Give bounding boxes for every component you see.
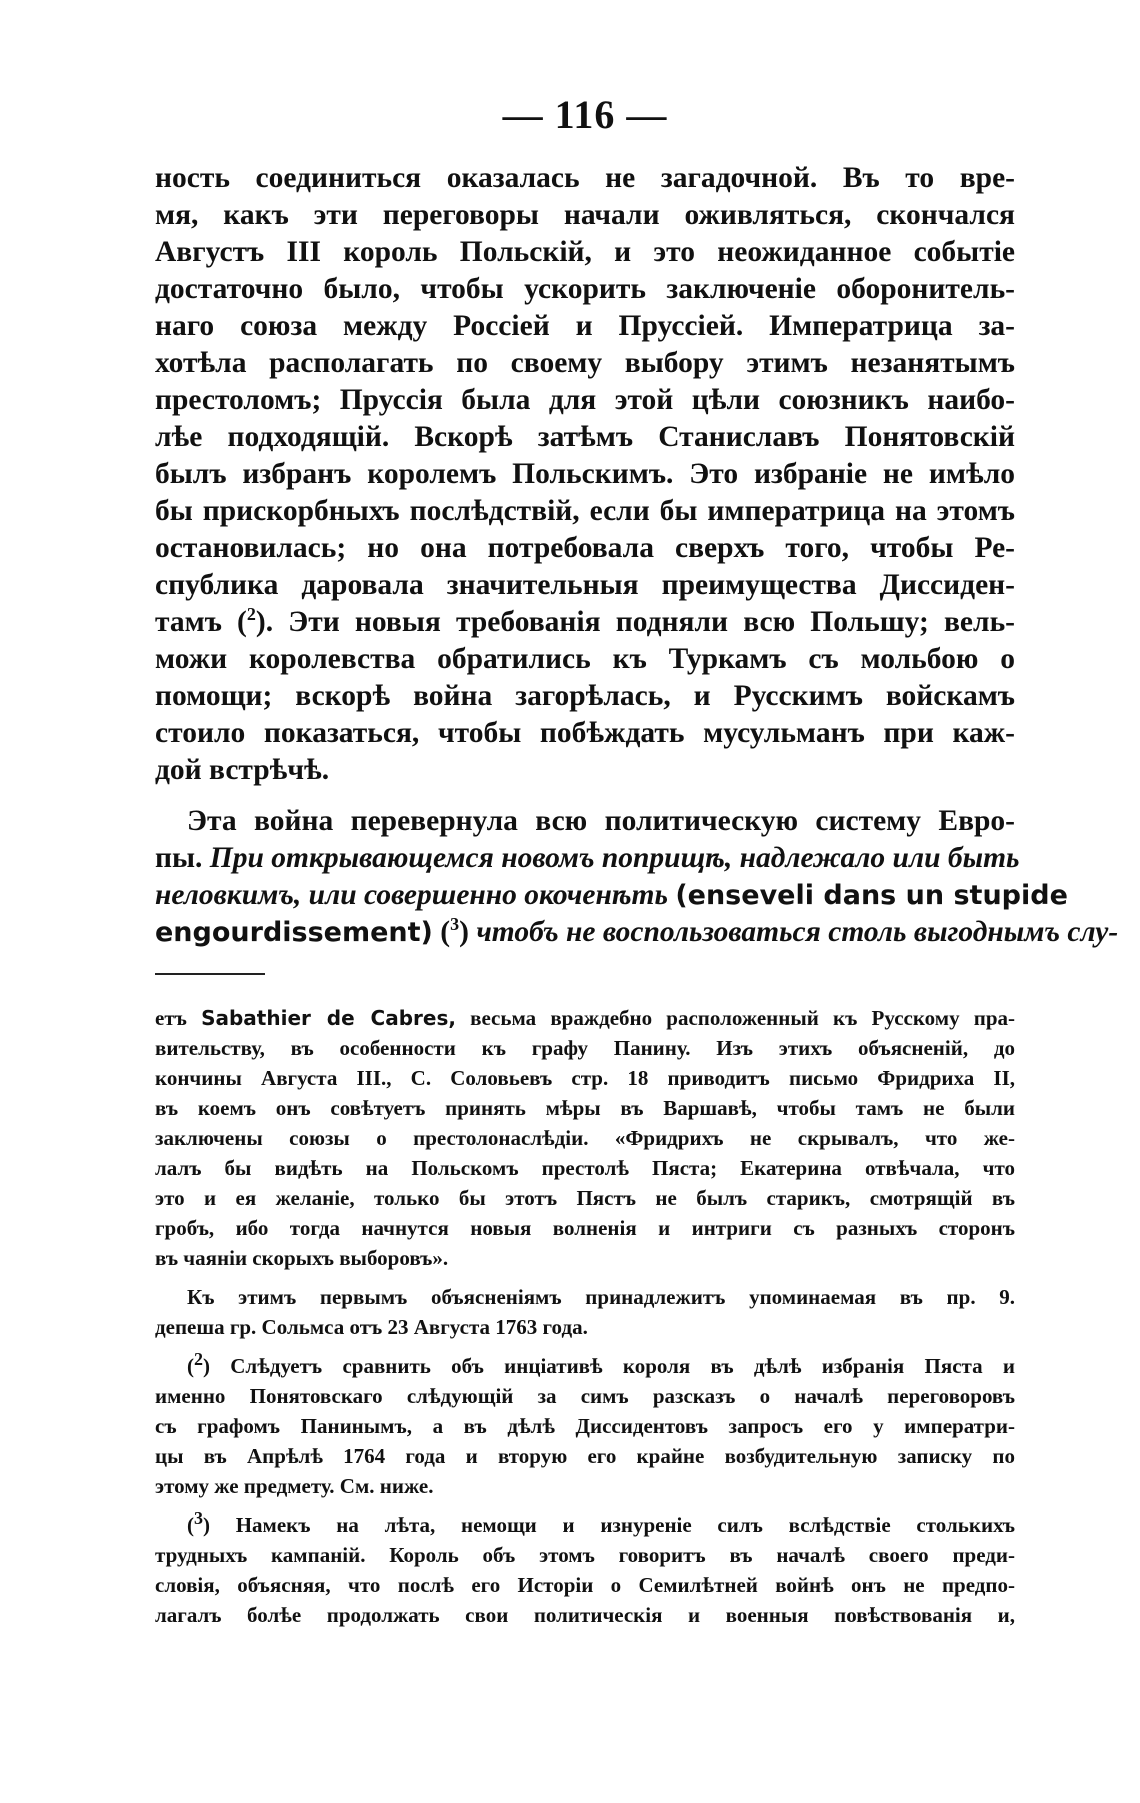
main-text	[155, 160, 1119, 951]
footnote-line: кончины Августа III., С. Соловьевъ стр. 18 приводитъ письмо Фридриха II,	[155, 1066, 1015, 1090]
text-fragment: пы.	[155, 842, 203, 874]
italic-quote: При открывающемся новомъ поприщѣ, надлежало или быть	[209, 842, 1020, 874]
italic-quote: чтобъ не воспользоваться столь выгоднымъ слу-	[476, 916, 1119, 948]
footnote-line: заключены союзы о престолонаслѣдіи. «Фридрихъ не скрывалъ, что же-	[155, 1126, 1015, 1150]
text-fragment: тамъ (	[155, 606, 247, 638]
footnote-line: лагалъ болѣе продолжать свои политическія и военныя повѣствованія и,	[155, 1603, 1015, 1627]
text-line: Эта война перевернула всю политическую систему Евро-	[187, 805, 1015, 837]
text-line: достаточно было, чтобы ускорить заключеніе оборонитель-	[155, 273, 1015, 305]
text-line: остановилась; но она потребовала сверхъ того, чтобы Ре-	[155, 532, 1015, 564]
text-line: помощи; вскорѣ война загорѣлась, и Русскимъ войскамъ	[155, 680, 1015, 712]
footnote-3: (3) Намекъ на лѣта, немощи и изнуреніе силъ вслѣдствіе столькихъ	[187, 1508, 1015, 1537]
footnote-line: депеша гр. Сольмса отъ 23 Августа 1763 года.	[155, 1315, 588, 1339]
footnote-line: цы въ Апрѣлѣ 1764 года и вторую его крайне возбудительную записку по	[155, 1444, 1015, 1468]
footnote-line: въ чаяніи скорыхъ выборовъ».	[155, 1246, 449, 1270]
text-line	[155, 914, 1119, 951]
footnote-line: гробъ, ибо тогда начнутся новыя волненія и интриги съ разныхъ сторонъ	[155, 1216, 1015, 1240]
italic-quote: неловкимъ, или совершенно окоченѣть	[155, 879, 668, 911]
text-line: дой встрѣчѣ.	[155, 754, 330, 786]
text-fragment: ). Эти новыя требованія подняли всю Польшу; вель-	[255, 606, 1016, 638]
footnote-ref-2[interactable]: 2	[246, 604, 256, 625]
paragraph-gap	[155, 789, 1015, 803]
footnote-line: вительству, въ особенности къ графу Панину. Изъ этихъ объясненій, до	[155, 1036, 1015, 1060]
footnote-line: именно Понятовскаго слѣдующій за симъ разсказъ о началѣ переговоровъ	[155, 1384, 1015, 1408]
text-line: лѣе подходящій. Вскорѣ затѣмъ Станиславъ Понятовскій	[155, 421, 1015, 453]
footnote-line: словія, объясняя, что послѣ его Исторіи о Семилѣтней войнѣ онъ не предпо-	[155, 1573, 1015, 1597]
text-fragment: Слѣдуетъ сравнить объ инціативѣ короля въ дѣлѣ избранія Пяста и	[230, 1354, 1015, 1378]
footnote-line: въ коемъ онъ совѣтуетъ принять мѣры въ Варшавѣ, чтобы тамъ не были	[155, 1096, 1015, 1120]
footnote-line: этому же предмету. См. ниже.	[155, 1474, 434, 1498]
footnote-gap	[155, 1501, 1015, 1510]
text-fragment: Намекъ на лѣта, немощи и изнуреніе силъ вслѣдствіе столькихъ	[235, 1513, 1015, 1537]
footnote-separator	[155, 973, 265, 975]
footnote-line: съ графомъ Панинымъ, а въ дѣлѣ Диссидентовъ запросъ его у императри-	[155, 1414, 1015, 1438]
text-line	[155, 877, 1068, 914]
footnote-line	[155, 1003, 1015, 1033]
text-fragment: весьма враждебно расположенный къ Русскому пра-	[470, 1006, 1016, 1030]
footnote-marker: 2	[194, 1349, 203, 1369]
footnote-line: лалъ бы видѣть на Польскомъ престолѣ Пяста; Екатерина отвѣчала, что	[155, 1156, 1015, 1180]
text-fragment: (	[440, 916, 451, 948]
text-line: престоломъ; Пруссія была для этой цѣли союзникъ наибо-	[155, 384, 1015, 416]
footnote-line: трудныхъ кампаній. Король объ этомъ говоритъ въ началѣ своего преди-	[155, 1543, 1015, 1567]
footnote-ref-3[interactable]: 3	[450, 914, 460, 935]
text-line	[155, 604, 1015, 641]
french-quote: engourdissement)	[155, 917, 433, 948]
text-line: ность соединиться оказалась не загадочной. Въ то вре-	[155, 162, 1015, 194]
footnote-gap	[155, 1342, 1015, 1351]
book-page	[155, 92, 1119, 1630]
footnote-line: это и ея желаніе, только бы этотъ Пястъ не былъ старикъ, смотрящій въ	[155, 1186, 1015, 1210]
text-line: хотѣла располагать по своему выбору этимъ незанятымъ	[155, 347, 1015, 379]
text-fragment: )	[459, 916, 469, 948]
text-line: спублика даровала значительныя преимущества Диссиден-	[155, 569, 1015, 601]
french-quote: (enseveli dans un stupide	[675, 880, 1068, 911]
footnotes	[155, 1003, 1015, 1630]
footnote-line: Къ этимъ первымъ объясненіямъ принадлежитъ упоминаемая въ пр. 9.	[187, 1285, 1015, 1309]
text-line: бы прискорбныхъ послѣдствій, если бы императрица на этомъ	[155, 495, 1015, 527]
footnote-marker: 3	[194, 1508, 203, 1528]
footnote-2: (2) Слѣдуетъ сравнить объ инціативѣ короля въ дѣлѣ избранія Пяста и	[187, 1349, 1015, 1378]
text-line: можи королевства обратились къ Туркамъ съ мольбою о	[155, 643, 1015, 675]
text-fragment: етъ	[155, 1006, 187, 1030]
page-number: — 116 —	[502, 92, 668, 137]
text-line: Августъ III король Польскій, и это неожиданное событіе	[155, 236, 1015, 268]
text-line: стоило показаться, чтобы побѣждать мусульманъ при каж-	[155, 717, 1015, 749]
text-line: мя, какъ эти переговоры начали оживляться, скончался	[155, 199, 1015, 231]
latin-name: Sabathier de Cabres,	[201, 1006, 456, 1030]
text-line: былъ избранъ королемъ Польскимъ. Это избраніе не имѣло	[155, 458, 1015, 490]
text-line	[155, 840, 1020, 877]
text-line: наго союза между Россіей и Пруссіей. Императрица за-	[155, 310, 1015, 342]
footnote-gap	[155, 1273, 1015, 1282]
